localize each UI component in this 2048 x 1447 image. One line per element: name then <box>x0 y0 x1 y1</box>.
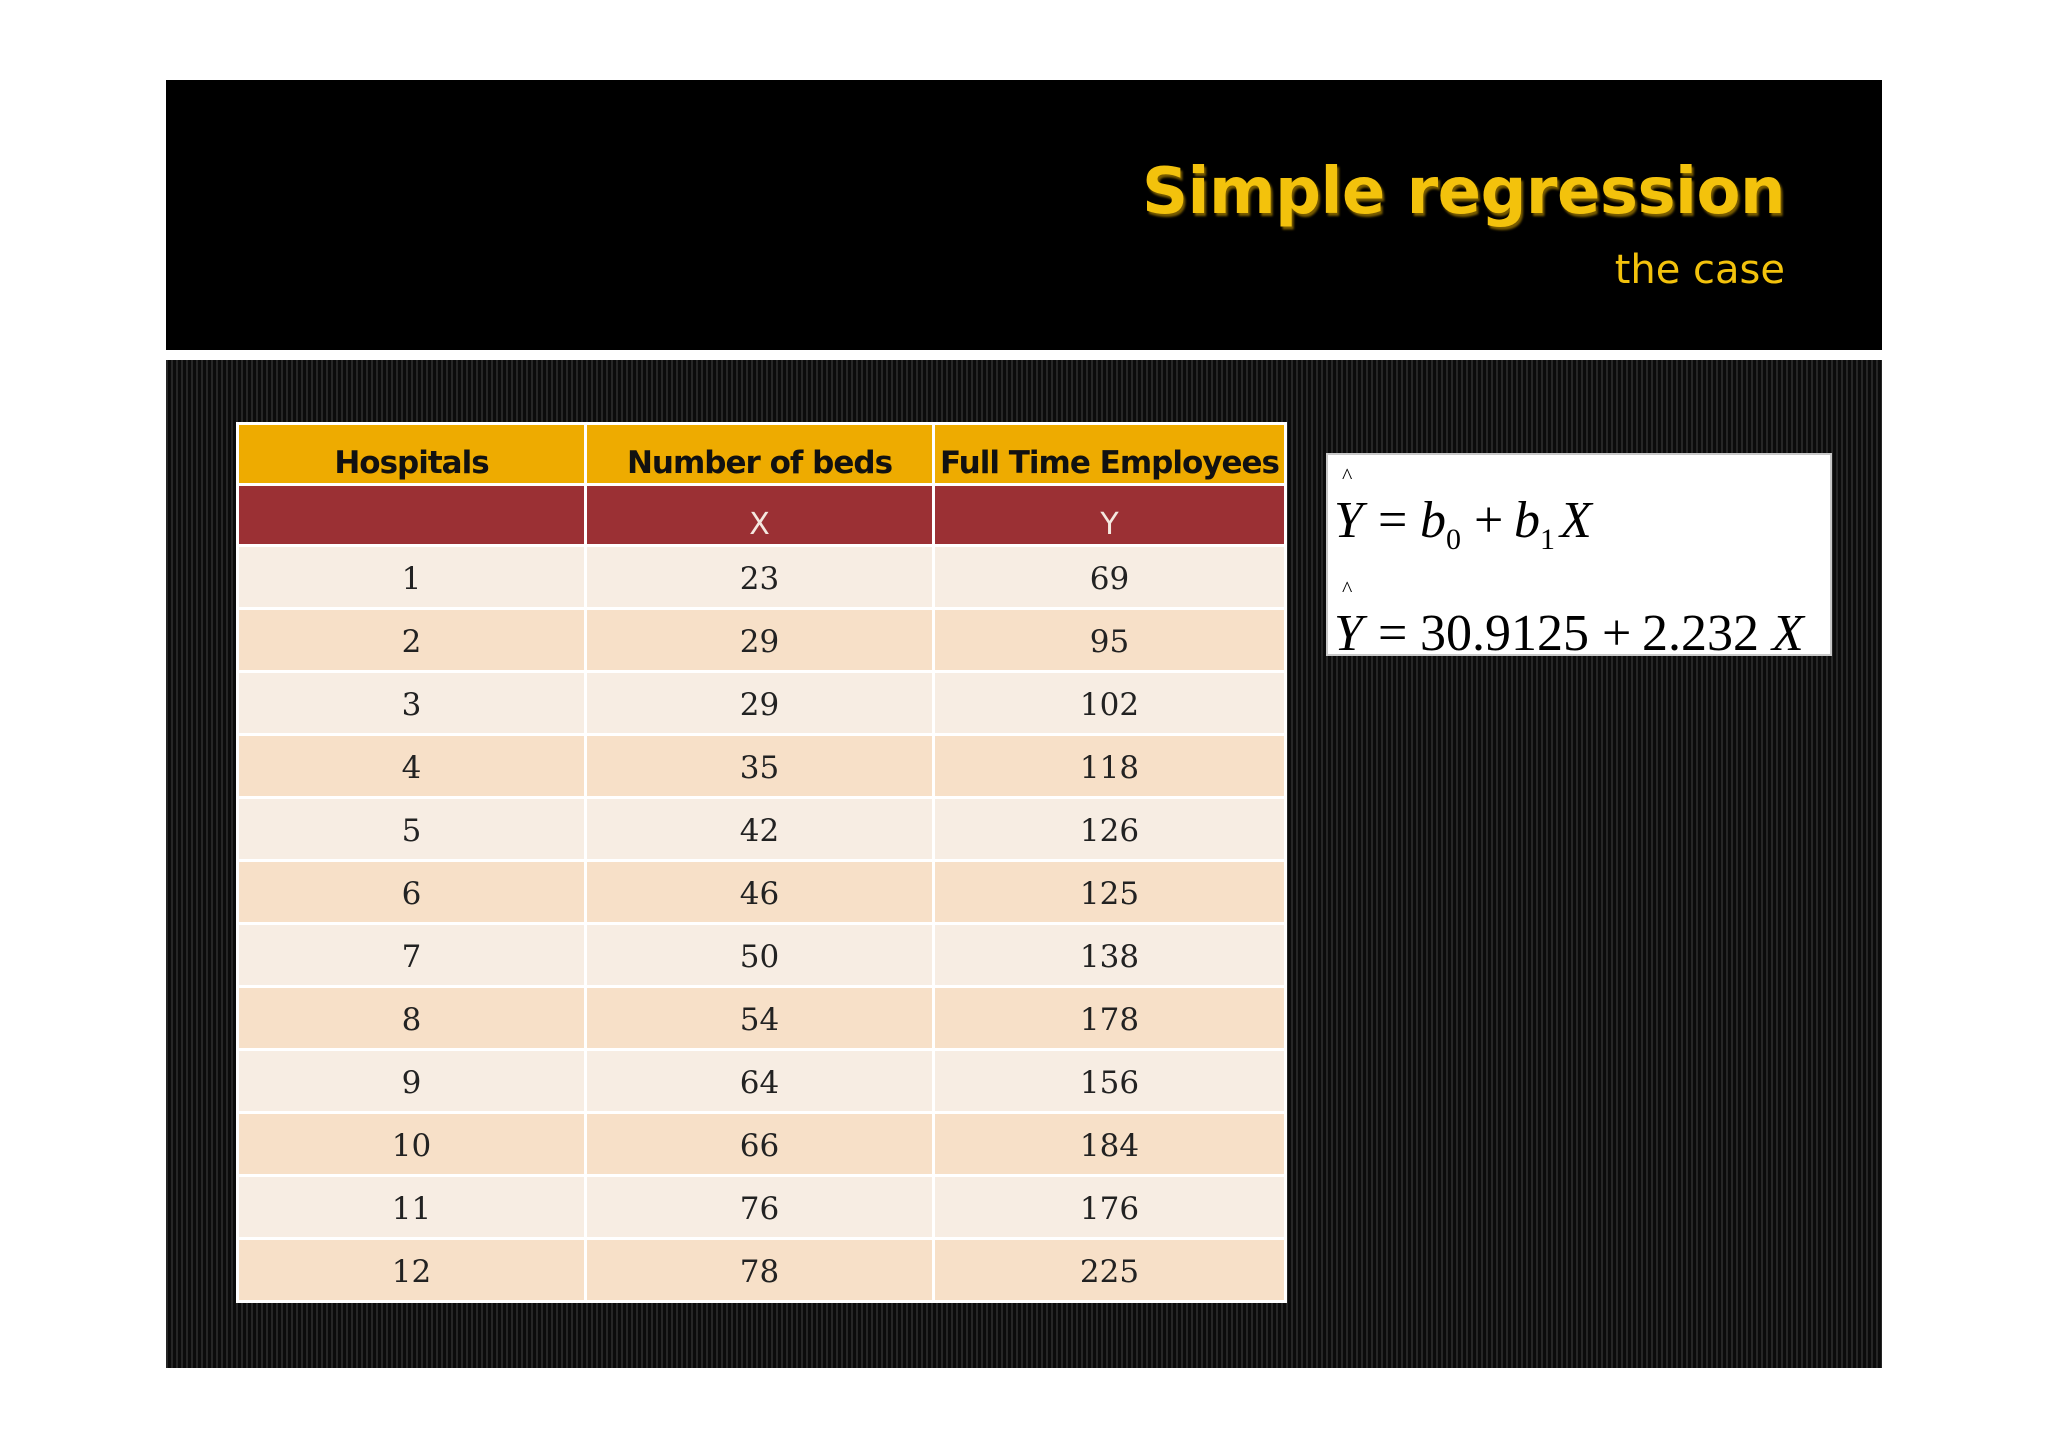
b1-coefficient: b <box>1514 492 1540 549</box>
plus-sign: + <box>1602 605 1632 654</box>
hospital-cell: 7 <box>238 924 586 987</box>
hospital-cell: 6 <box>238 861 586 924</box>
intercept-value: 30.9125 <box>1420 605 1589 654</box>
table-row <box>238 609 1286 672</box>
x-variable: X <box>1560 492 1592 549</box>
table-row <box>238 672 1286 735</box>
equals-sign: = <box>1378 492 1408 549</box>
beds-cell: 35 <box>586 735 934 798</box>
table-row <box>238 546 1286 609</box>
hospital-cell: 2 <box>238 609 586 672</box>
table-row <box>238 798 1286 861</box>
table-row <box>238 735 1286 798</box>
beds-cell: 76 <box>586 1176 934 1239</box>
hospital-cell: 5 <box>238 798 586 861</box>
variable-label-x: X <box>586 485 934 546</box>
table-row <box>238 1176 1286 1239</box>
table-row <box>238 1050 1286 1113</box>
table-header-row <box>238 424 1286 485</box>
equals-sign: = <box>1378 605 1408 654</box>
regression-formula-box <box>1326 453 1832 656</box>
y-hat-variable: Y <box>1334 605 1363 654</box>
employees-cell: 102 <box>934 672 1286 735</box>
beds-cell: 46 <box>586 861 934 924</box>
hospital-cell: 4 <box>238 735 586 798</box>
x-variable: X <box>1772 605 1804 654</box>
plus-sign: + <box>1474 492 1504 549</box>
beds-cell: 78 <box>586 1239 934 1302</box>
beds-cell: 29 <box>586 609 934 672</box>
table-row <box>238 924 1286 987</box>
table-row <box>238 987 1286 1050</box>
beds-cell: 54 <box>586 987 934 1050</box>
column-header-full-time-employees: Full Time Employees <box>934 424 1286 485</box>
employees-cell: 118 <box>934 735 1286 798</box>
beds-cell: 23 <box>586 546 934 609</box>
employees-cell: 156 <box>934 1050 1286 1113</box>
employees-cell: 95 <box>934 609 1286 672</box>
hospital-cell: 11 <box>238 1176 586 1239</box>
beds-cell: 64 <box>586 1050 934 1113</box>
employees-cell: 225 <box>934 1239 1286 1302</box>
employees-cell: 138 <box>934 924 1286 987</box>
slide-subtitle: the case <box>1614 247 1785 293</box>
column-header-number-of-beds: Number of beds <box>586 424 934 485</box>
y-hat-variable: Y <box>1334 492 1363 549</box>
table-variable-row <box>238 485 1286 546</box>
slide-header <box>166 80 1882 350</box>
employees-cell: 69 <box>934 546 1286 609</box>
slope-value: 2.232 <box>1642 605 1759 654</box>
b0-coefficient: b <box>1420 492 1446 549</box>
hospital-cell: 12 <box>238 1239 586 1302</box>
regression-formula <box>1328 455 1830 654</box>
b1-subscript: 1 <box>1540 523 1555 556</box>
table-row <box>238 1113 1286 1176</box>
variable-label-hospitals <box>238 485 586 546</box>
hospital-cell: 8 <box>238 987 586 1050</box>
column-header-hospitals: Hospitals <box>238 424 586 485</box>
slide-title: Simple regression <box>1141 155 1785 229</box>
employees-cell: 178 <box>934 987 1286 1050</box>
employees-cell: 184 <box>934 1113 1286 1176</box>
hospital-cell: 9 <box>238 1050 586 1113</box>
employees-cell: 126 <box>934 798 1286 861</box>
hospital-data-table <box>236 422 1287 1303</box>
employees-cell: 125 <box>934 861 1286 924</box>
hospital-cell: 1 <box>238 546 586 609</box>
b0-subscript: 0 <box>1446 523 1461 556</box>
beds-cell: 29 <box>586 672 934 735</box>
table-row <box>238 861 1286 924</box>
hat-symbol: ^ <box>1342 576 1353 601</box>
employees-cell: 176 <box>934 1176 1286 1239</box>
hospital-cell: 10 <box>238 1113 586 1176</box>
hospital-cell: 3 <box>238 672 586 735</box>
beds-cell: 42 <box>586 798 934 861</box>
beds-cell: 50 <box>586 924 934 987</box>
beds-cell: 66 <box>586 1113 934 1176</box>
variable-label-y: Y <box>934 485 1286 546</box>
hat-symbol: ^ <box>1342 463 1353 488</box>
table-row <box>238 1239 1286 1302</box>
